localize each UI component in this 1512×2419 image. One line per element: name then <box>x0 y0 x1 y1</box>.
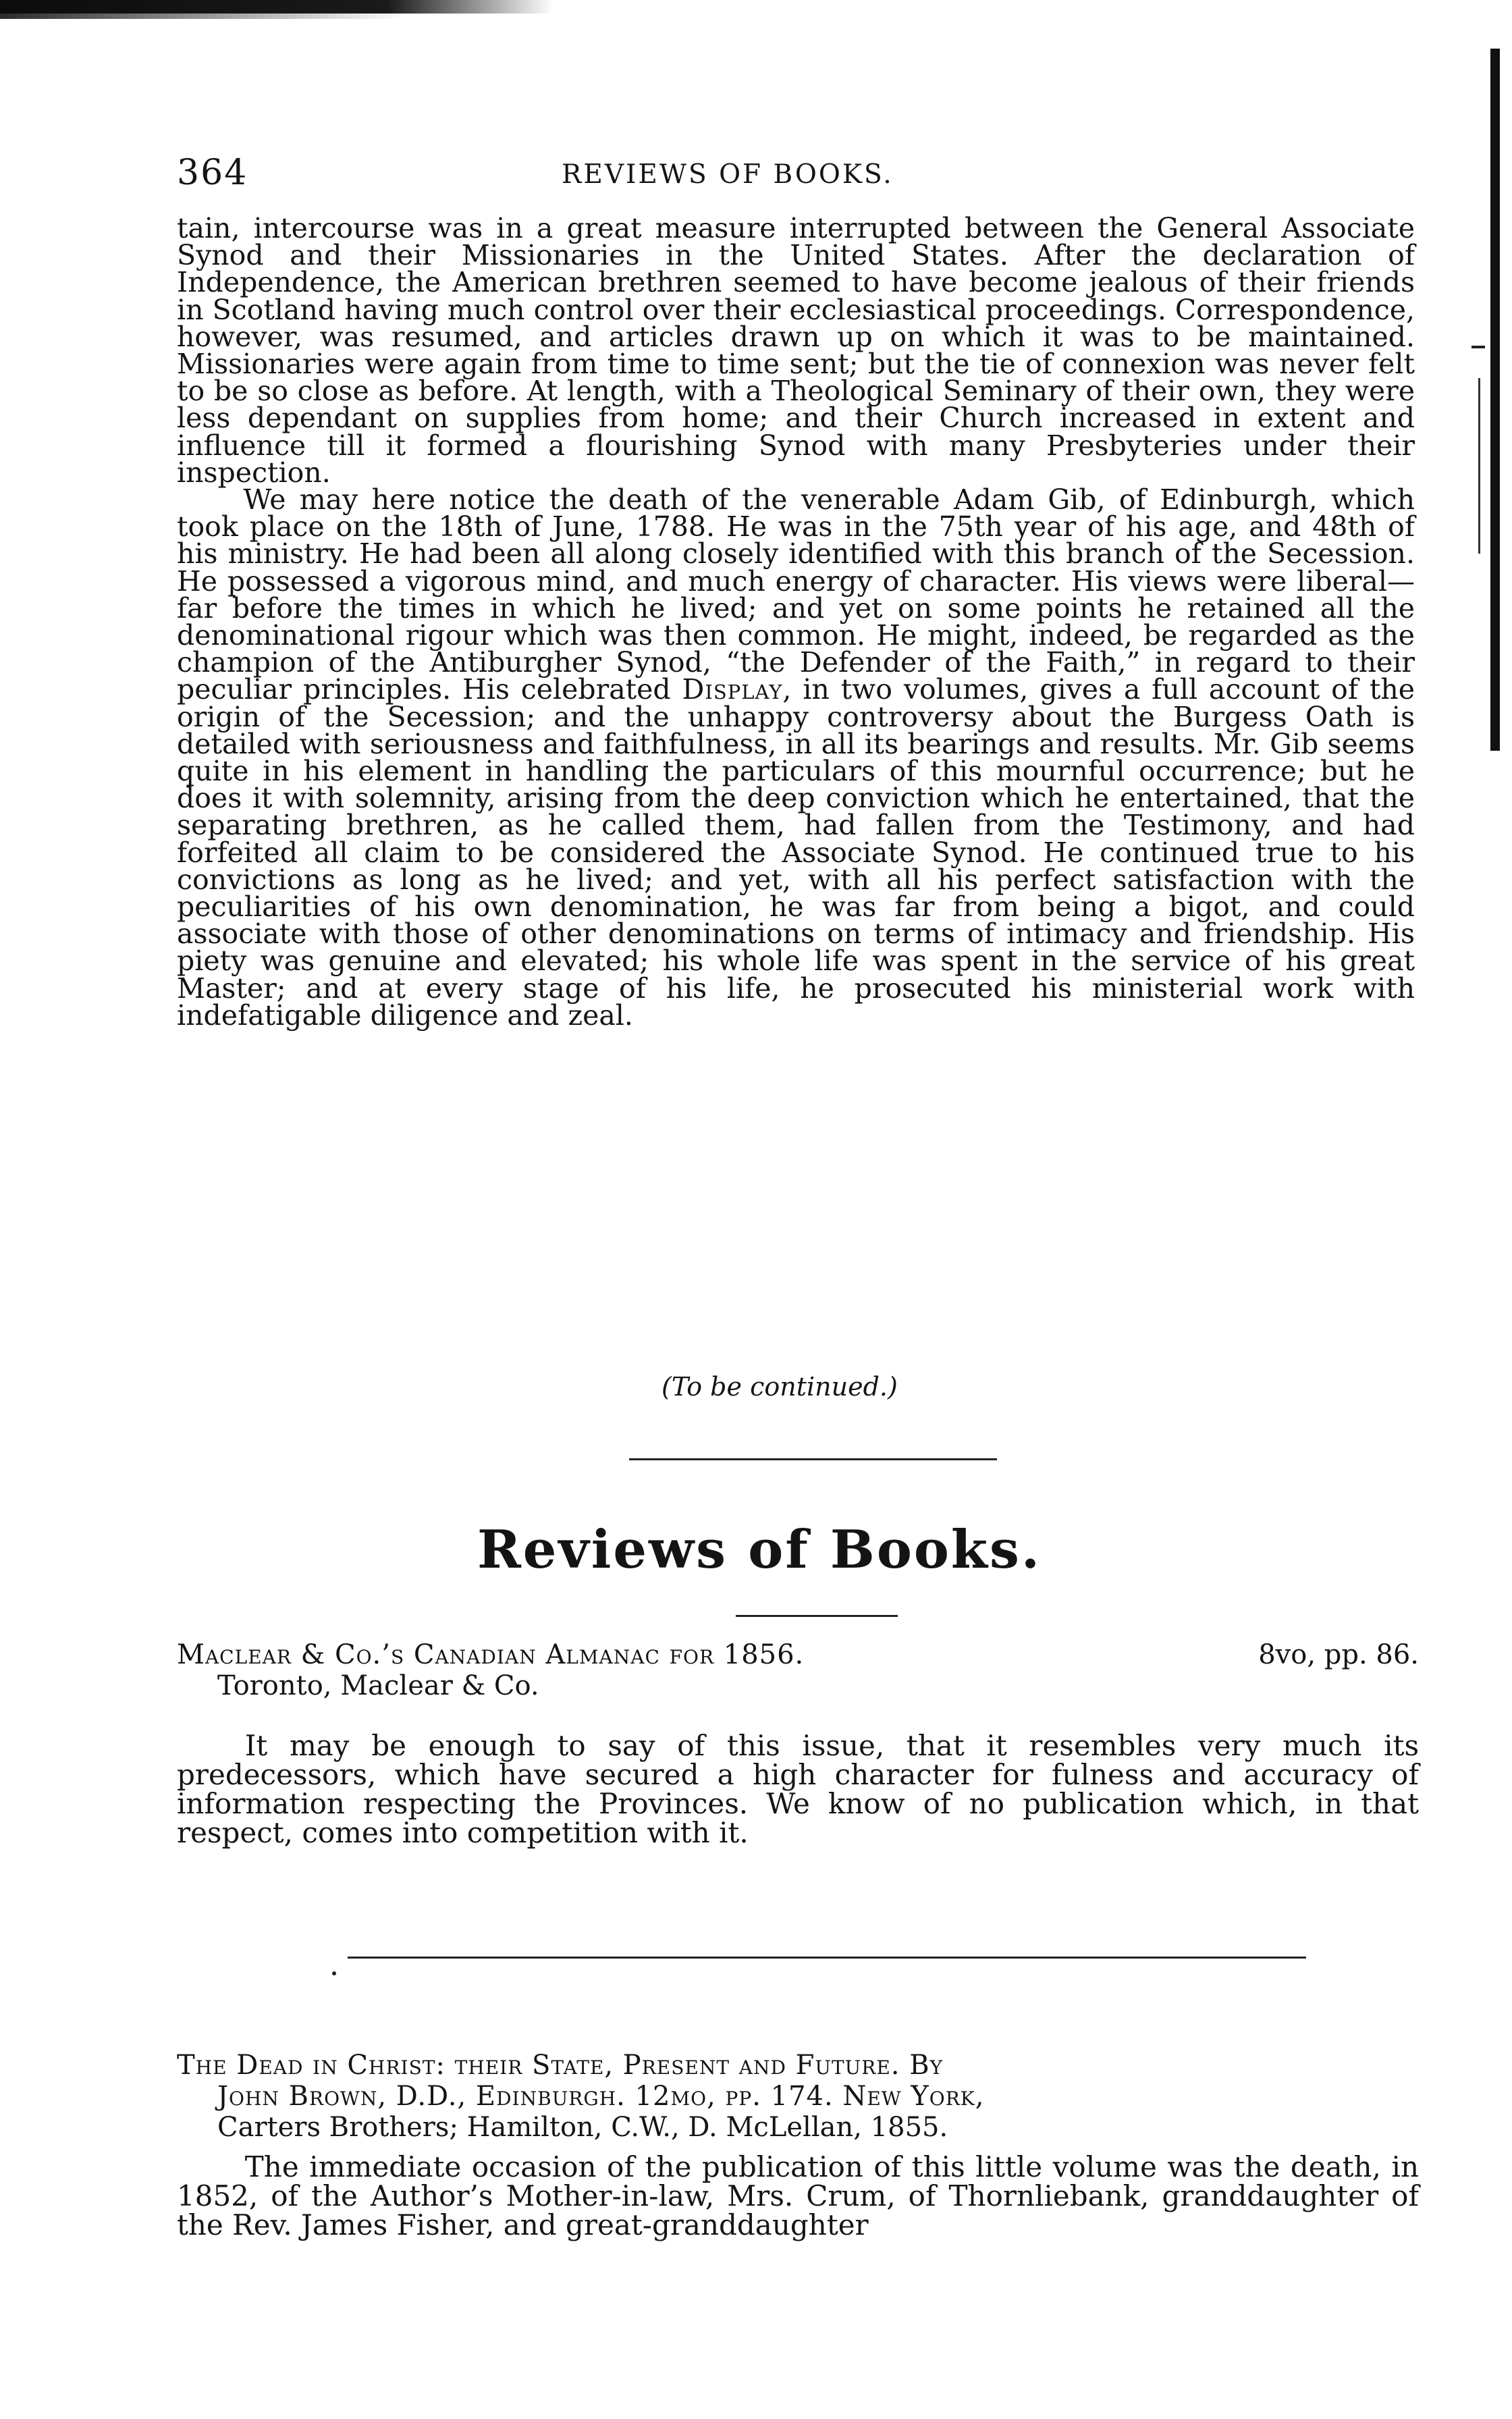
display-title: Display <box>682 673 783 706</box>
short-divider-rule <box>736 1615 898 1617</box>
review-2-publisher: Carters Brothers; Hamilton, C.W., D. McLellan, 1855. <box>217 2112 948 2143</box>
review-2-author: John Brown, D.D., Edinburgh. 12mo, pp. 174. New York, <box>217 2081 985 2112</box>
scan-edge-mark <box>0 0 554 14</box>
scan-edge-shadow <box>0 14 405 19</box>
review-2-heading <box>177 2050 1419 2143</box>
paragraph-1: tain, intercourse was in a great measure interrupted between the General Associate Synod and their Missionaries in the United States. After the declaration of Independence, the American brethren seemed to have become jealous of their friends in Scotland having much control over their ecclesiastical proceedings. Correspondence, however, was resumed, and articles drawn up on which it was to be maintained. Missionaries were again from time to time sent; but the tie of connexion was never felt to be so close as before. At length, with a Theological Seminary of their own, they were less dependant on supplies from home; and their Church increased in extent and influence till it formed a flourishing Synod with many Presbyteries under their inspection. <box>177 212 1415 489</box>
review-1-title-row <box>177 1639 1419 1670</box>
review-1-body <box>177 1731 1419 1847</box>
margin-line <box>1478 378 1480 554</box>
margin-bar <box>1490 49 1500 751</box>
review-1-text: It may be enough to say of this issue, that it resembles very much its predecessors, which have secured a high character for fulness and accuracy of information respecting the Provinces. We know of no publication which, in that respect, comes into competition with it. <box>177 1729 1419 1849</box>
running-head: REVIEWS OF BOOKS. <box>562 159 894 190</box>
review-2-text: The immediate occasion of the publication of this little volume was the death, in 1852, of the Author’s Mother-in-law, Mrs. Crum, of Thornliebank, granddaughter of the Rev. James Fisher, and great-granddaughter <box>177 2150 1419 2241</box>
paragraph-2-text-a: We may here notice the death of the venerable Adam Gib, of Edinburgh, which took place on the 18th of June, 1788. He was in the 75th year of his age, and 48th of his ministry. He had been all along closely identified with this branch of the Secession. He possessed a vigorous mind, and much energy of character. His views were liberal—far before the times in which he lived; and yet on some points he retained all the denominational rigour which was then common. He might, indeed, be regarded as the champion of the Antiburgher Synod, “the Defender of the Faith,” in regard to their peculiar principles. His celebrated <box>177 483 1415 706</box>
review-1-publisher: Toronto, Maclear & Co. <box>217 1670 539 1701</box>
review-1-title: Maclear & Co.’s Canadian Almanac for 1856. <box>177 1639 805 1670</box>
section-title: Reviews of Books. <box>477 1519 1042 1580</box>
paragraph-2 <box>177 483 1415 1032</box>
review-2-body <box>177 2152 1419 2239</box>
review-1-format: 8vo, pp. 86. <box>1258 1639 1419 1670</box>
review-divider-rule <box>348 1957 1306 1959</box>
page-number: 364 <box>177 153 248 193</box>
stray-dot <box>332 1971 336 1975</box>
divider-rule <box>629 1458 997 1460</box>
margin-tick <box>1472 346 1485 348</box>
article-body <box>177 212 1415 1032</box>
paragraph-2-text-b: , in two volumes, gives a full account of the origin of the Secession; and the unhappy controversy about the Burgess Oath is detailed with seriousness and faithfulness, in all its bearings and results. Mr. Gib seems quite in his element in handling the particulars of this mournful occurrence; but he does it with solemnity, arising from the deep conviction which he entertained, that the separating brethren, as he called them, had fallen from the Testimony, and had forfeited all claim to be considered the Associate Synod. He continued true to his convictions as long as he lived; and yet, with all his perfect satisfaction with the peculiarities of his own denomination, he was far from being a bigot, and could associate with those of other denominations on terms of intimacy and friendship. His piety was genuine and elevated; his whole life was spent in the service of his great Master; and at every stage of his life, he prosecuted his ministerial work with indefatigable diligence and zeal. <box>177 673 1415 1032</box>
page-header <box>177 153 1419 200</box>
review-2-title: The Dead in Christ: their State, Present and Future. By <box>177 2050 944 2081</box>
to-be-continued: (To be continued.) <box>662 1372 898 1402</box>
review-1-heading <box>177 1639 1419 1701</box>
